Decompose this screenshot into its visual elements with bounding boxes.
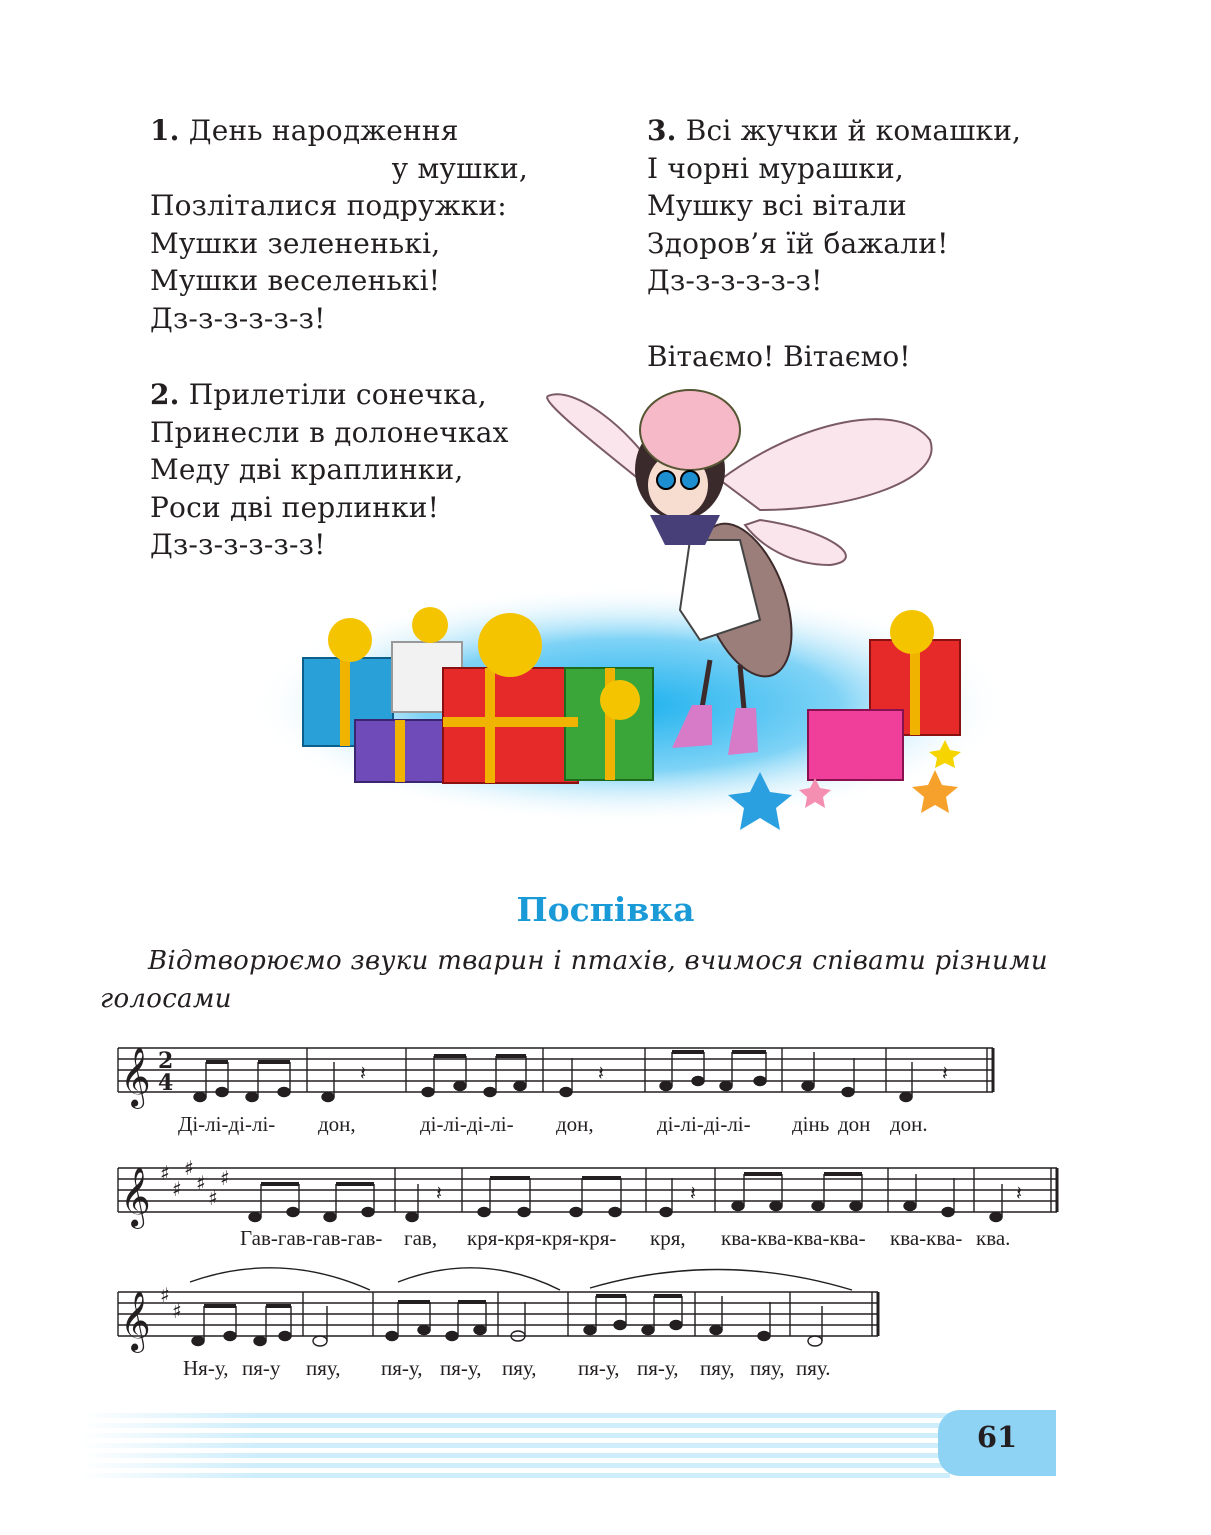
page-number: 61	[976, 1420, 1018, 1454]
lyric: кря,	[650, 1226, 686, 1250]
lyric: дінь	[792, 1112, 830, 1136]
time-signature-top: 2	[158, 1048, 174, 1074]
stanza-line: Дз-з-з-з-з-з!	[150, 301, 326, 335]
lyric: дон,	[556, 1112, 594, 1136]
svg-text:♯: ♯	[220, 1166, 230, 1190]
lyric: ква-ква-	[890, 1226, 963, 1250]
lyric: гав,	[404, 1226, 438, 1250]
stanza-number: 3.	[647, 114, 677, 147]
stanza-line: Меду дві краплинки,	[150, 453, 464, 486]
stanza-number: 2.	[150, 378, 180, 411]
lyric: ді-лі-ді-лі-	[657, 1112, 751, 1136]
lyric: дон,	[318, 1112, 356, 1136]
stanza-line: Мушки зелененькі,	[150, 226, 441, 260]
svg-text:𝄽: 𝄽	[690, 1181, 697, 1205]
treble-clef-icon: 𝄞	[120, 1047, 151, 1107]
treble-clef-icon: 𝄞	[120, 1167, 151, 1227]
svg-text:♯: ♯	[184, 1156, 194, 1180]
svg-text:♯: ♯	[208, 1186, 218, 1210]
lyric: дон.	[890, 1112, 928, 1136]
stanza-line: Здоров’я їй бажали!	[647, 226, 949, 260]
svg-text:♯: ♯	[160, 1283, 170, 1307]
stanza-line: Мушки веселенькі!	[150, 264, 441, 297]
lyric: пяу.	[796, 1356, 831, 1380]
lyric: Ня-у,	[183, 1356, 229, 1380]
stanza-line: Роси дві перлинки!	[150, 490, 440, 524]
stanza-line: Мушку всі вітали	[647, 189, 907, 222]
lyric: кря-кря-кря-кря-	[467, 1226, 617, 1250]
lyric: Ді-лі-ді-лі-	[178, 1112, 276, 1136]
svg-text:𝄽: 𝄽	[942, 1061, 949, 1085]
lyric: пя-у,	[578, 1356, 620, 1380]
lyric: пя-у,	[440, 1356, 482, 1380]
staff-1	[118, 1048, 993, 1092]
svg-text:𝄽: 𝄽	[598, 1061, 605, 1085]
staff-3	[118, 1268, 878, 1336]
svg-text:𝄽: 𝄽	[436, 1181, 443, 1205]
greeting-text: Вітаємо! Вітаємо!	[647, 340, 911, 373]
lyric: пяу,	[306, 1356, 341, 1380]
lyric: ква-ква-ква-ква-	[721, 1226, 866, 1250]
stanza-text: Прилетіли сонечка,	[188, 378, 487, 411]
time-signature-bottom: 4	[158, 1070, 174, 1096]
lyric: пя-у,	[381, 1356, 423, 1380]
stanza-number: 1.	[150, 114, 180, 147]
stanza-line: у мушки,	[391, 151, 528, 185]
lyric: Гав-гав-гав-гав-	[240, 1226, 383, 1250]
stanza-line: Дз-з-з-з-з-з!	[647, 264, 823, 297]
section-title: Поспівка	[516, 890, 695, 929]
treble-clef-icon: 𝄞	[120, 1291, 151, 1351]
lyric: пяу,	[700, 1356, 735, 1380]
svg-text:♯: ♯	[160, 1161, 170, 1185]
svg-text:♯: ♯	[172, 1177, 182, 1201]
stanza-line: І чорні мурашки,	[647, 151, 904, 185]
svg-text:♯: ♯	[172, 1299, 182, 1323]
stanza-text: Всі жучки й комашки,	[685, 114, 1022, 147]
svg-text:𝄽: 𝄽	[1016, 1181, 1023, 1205]
lyric: пя-у	[242, 1356, 281, 1380]
lyric: пяу,	[750, 1356, 785, 1380]
key-signature-6-sharps	[160, 1156, 230, 1210]
stanza-line: Принесли в долонечках	[150, 415, 509, 449]
svg-text:♯: ♯	[196, 1171, 206, 1195]
lyric: ді-лі-ді-лі-	[420, 1112, 514, 1136]
stanza-text: День народження	[188, 114, 459, 147]
instruction-text: Відтворюємо звуки тварин і птахів, вчимося співати різними голосами	[100, 946, 1048, 1014]
notes-staff-2	[249, 1174, 1002, 1222]
stanza-line: Позліталися подружки:	[150, 189, 507, 222]
lyric: пяу,	[502, 1356, 537, 1380]
stanza-line: Дз-з-з-з-з-з!	[150, 528, 326, 561]
lyric: дон	[838, 1112, 871, 1136]
lyric: пя-у,	[637, 1356, 679, 1380]
lyric: ква.	[976, 1226, 1011, 1250]
svg-text:𝄽: 𝄽	[360, 1061, 367, 1085]
